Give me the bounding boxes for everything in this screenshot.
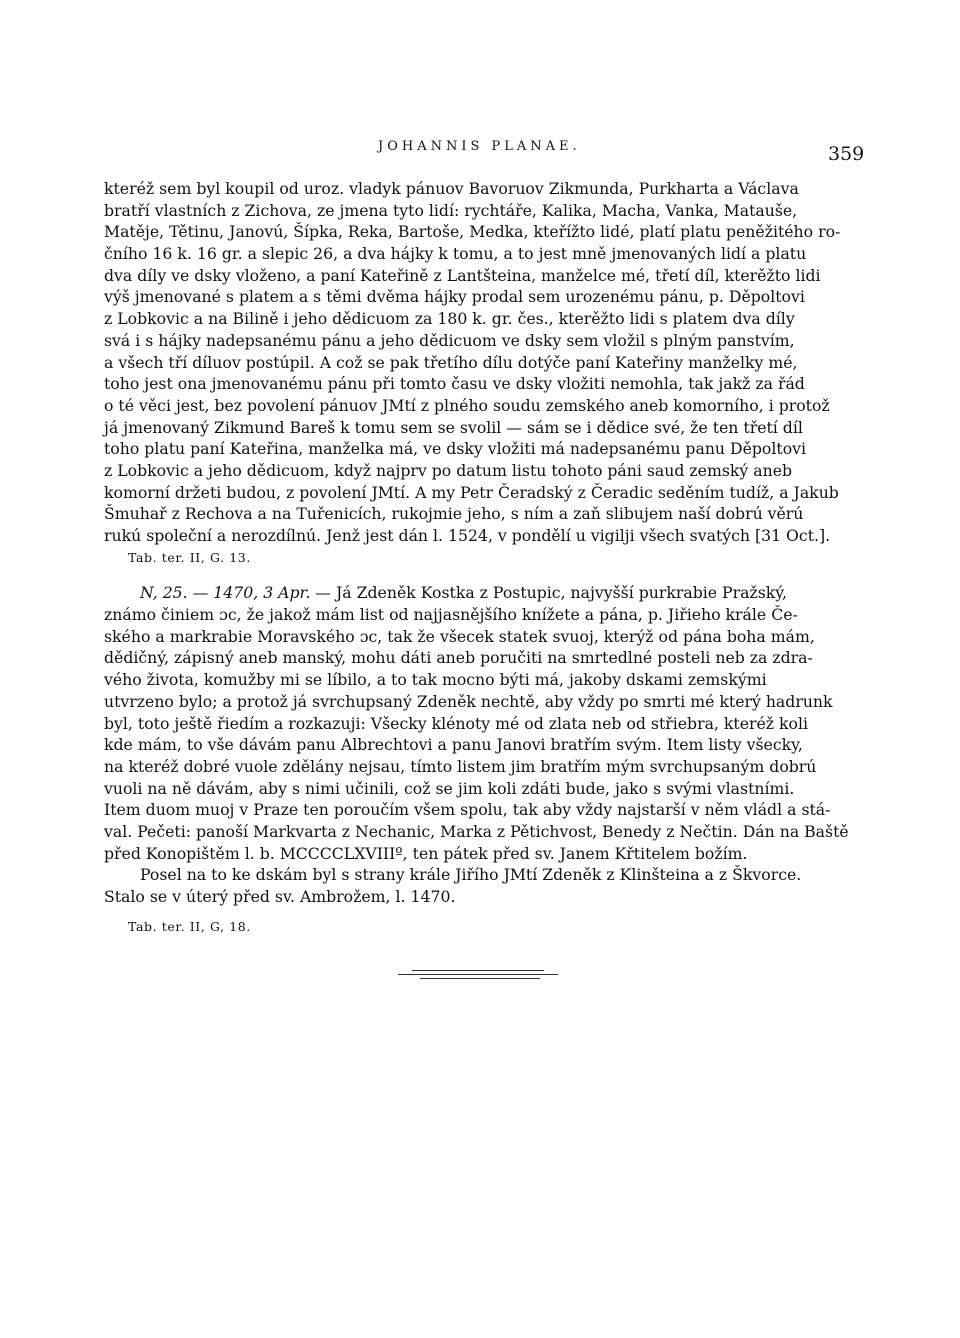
closing-line: Posel na to ke dskám byl s strany krále Jiřího JMtí Zdeněk z Klinšteina a z Škvorce. (140, 865, 802, 885)
closing-rule (412, 970, 544, 971)
text-line: dva díly ve dsky vloženo, a paní Kateřině z Lantšteina, manželce mé, třetí díl, kterěžto lidi (104, 265, 821, 285)
text-line: dědičný, zápisný aneb manský, mohu dáti aneb poručiti na smrtedlné posteli neb za zdra- (104, 648, 813, 668)
text-line: čního 16 k. 16 gr. a slepic 26, a dva hájky k tomu, a to jest mně jmenovaných lidí a platu (104, 244, 807, 264)
text-line: před Konopištěm l. b. MCCCCLXVIIIº, ten pátek před sv. Janem Křtitelem božím. (104, 843, 748, 863)
entry-first-line (104, 582, 864, 604)
spacer (104, 568, 864, 582)
text-line: vuoli na ně dávám, aby s nimi učinili, což se jim koli zdáti bude, jako s svými vlastními. (104, 778, 795, 798)
text-line: kteréž sem byl koupil od uroz. vladyk pánuov Bavoruov Zikmunda, Purkharta a Václava (104, 179, 799, 198)
text-line: toho jest ona jmenovanému pánu při tomto času ve dsky vložiti nemohla, tak jakž za řád (104, 374, 805, 394)
text-line: toho platu paní Kateřina, manželka má, ve dsky vložiti má nadepsanému panu Děpoltovi (104, 439, 807, 459)
text-line: rukú společní a nerozdílnú. Jenž jest dán l. 1524, v pondělí u vigilji všech svatých [31 Oct.]. (104, 526, 831, 545)
entry-first-text: Já Zdeněk Kostka z Postupic, najvyšší purkrabie Pražský, (335, 583, 788, 603)
text-line: a všech tří díluov postúpil. A což se pak třetího dílu dotýče paní Kateřiny manželky mé, (104, 352, 798, 372)
text-line: já jmenovaný Zikmund Bareš k tomu sem se svolil — sám se i dědice své, že ten třetí díl (104, 417, 803, 437)
text-line: na kteréž dobré vuole zdělány nejsau, tímto listem jim bratřím mým svrchupsaným dobrú (104, 756, 817, 776)
text-line: komorní držeti budou, z povolení JMtí. A my Petr Čeradský z Čeradic seděním tudíž, a Jakub (104, 482, 839, 502)
text-line: Matěje, Tětinu, Janovú, Šípka, Reka, Bartoše, Medka, kteřížto lidé, platí platu peněžitého ro- (104, 222, 841, 242)
running-title: JOHANNIS PLANAE. (378, 139, 581, 154)
text-line: utvrzeno bylo; a protož já svrchupsaný Zdeněk nechtě, aby vždy po smrti mé který hadrunk (104, 691, 833, 711)
text-line: bratří vlastních z Zichova, ze jmena tyto lidí: rychtáře, Kalika, Macha, Vanka, Matauše, (104, 200, 798, 220)
text-line: kde mám, to vše dávám panu Albrechtovi a panu Janovi bratřím svým. Item listy všecky, (104, 735, 803, 755)
text-line: výš jmenované s platem a s těmi dvěma hájky prodal sem urozenému pánu, p. Děpoltovi (104, 287, 805, 307)
text-line: val. Pečeti: panoší Markvarta z Nechanic, Marka z Pětichvost, Benedy z Nečtin. Dán na Baště (104, 821, 849, 841)
spacer (104, 908, 864, 916)
closing-rule (420, 978, 540, 979)
document-body (104, 178, 864, 937)
page-header (0, 133, 960, 163)
text-line: o té věci jest, bez povolení pánuov JMtí z plného soudu zemského aneb komorního, i protož (104, 395, 830, 415)
closing-line: Stalo se v úterý před sv. Ambrožem, l. 1470. (104, 887, 456, 906)
page-number: 359 (828, 143, 865, 165)
text-line: ského a markrabie Moravského ɔc, tak že všecek statek svuoj, kterýž od pána boha mám, (104, 626, 815, 646)
text-line: Item duom muoj v Praze ten poroučím všem spolu, tak aby vždy najstarší v něm vládl a stá- (104, 800, 831, 820)
text-line: Šmuhař z Rechova a na Tuřenicích, rukojmie jeho, s ním a zaň slibujem naší dobrú věrú (104, 504, 804, 524)
text-line: známo činiem ɔc, že jakož mám list od najjasnějšího knížete a pána, p. Jiřieho krále Če- (104, 605, 798, 625)
closing-rule (398, 974, 558, 975)
text-line: vého života, komužby mi se líbilo, a to tak mocno býti má, jakoby dskami zemskými (104, 670, 767, 690)
text-line: byl, toto ještě řiedím a rozkazuji: Všecky klénoty mé od zlata neb od střiebra, kteréž koli (104, 713, 809, 733)
text-line: svá i s hájky nadepsanému pánu a jeho dědicuom ve dsky sem vložil s plným panstvím, (104, 330, 795, 350)
entry-heading: N, 25. — 1470, 3 Apr. — (140, 583, 331, 603)
source-reference: Tab. ter. II, G, 18. (128, 918, 251, 934)
text-line: z Lobkovic a jeho dědicuom, když najprv po datum listu tohoto páni saud zemský aneb (104, 460, 793, 480)
text-line: z Lobkovic a na Bilině i jeho dědicuom za 180 k. gr. čes., kterěžto lidi s platem dva díly (104, 309, 795, 329)
source-reference: Tab. ter. II, G. 13. (128, 549, 251, 565)
